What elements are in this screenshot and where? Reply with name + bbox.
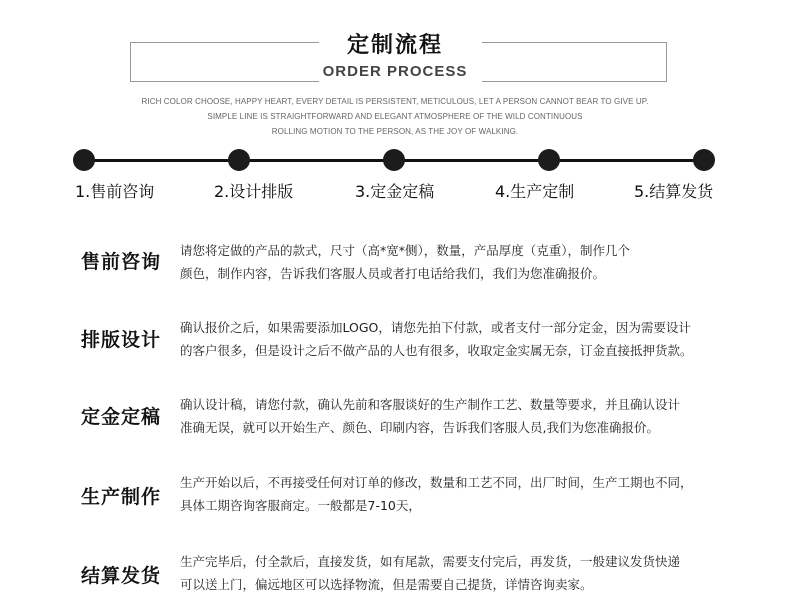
section-text-deposit [180,393,740,439]
section-text-layout [180,316,740,362]
section-title-layout: 排版设计 [81,329,162,351]
timeline-dot-1 [73,149,95,171]
section-line: 请您将定做的产品的款式，尺寸（高*宽*侧），数量，产品厚度（克重），制作几个 [180,243,631,258]
timeline-dot-4 [538,149,560,171]
page-title: 定制流程 [346,33,443,58]
section-line: 确认报价之后，如果需要添加LOGO，请您先拍下付款，或者支付一部分定金，因为需要设计 [180,320,691,335]
section-title-settlement: 结算发货 [81,565,162,587]
section-title-production: 生产制作 [81,486,162,508]
timeline-dot-2 [228,149,250,171]
section-title-presale: 售前咨询 [81,251,162,273]
section-line: 的客户很多，但是设计之后不做产品的人也有很多，收取定金实属无奈，订金直接抵押货款。 [180,343,693,358]
step-label-4: 4.生产定制 [495,182,575,201]
step-label-3: 3.定金定稿 [355,182,435,201]
section-title-deposit: 定金定稿 [81,406,162,428]
tagline-line-3: ROLLING MOTION TO THE PERSON, AS THE JOY OF WALKING. [271,127,519,136]
step-label-5: 5.结算发货 [634,182,714,201]
section-line: 可以送上门，偏远地区可以选择物流，但是需要自己提货，详情咨询卖家。 [180,577,593,592]
step-label-1: 1.售前咨询 [75,182,155,201]
timeline-dot-5 [693,149,715,171]
tagline-line-2: SIMPLE LINE IS STRAIGHTFORWARD AND ELEGANT ATMOSPHERE OF THE WILD CONTINUOUS [207,112,583,121]
page-subtitle-en: ORDER PROCESS [322,63,468,80]
section-line: 具体工期咨询客服商定。一般都是7-10天， [180,498,421,513]
section-text-production [180,471,740,517]
section-line: 生产开始以后，不再接受任何对订单的修改，数量和工艺不同，出厂时间，生产工期也不同， [180,475,693,490]
section-line: 生产完毕后，付全款后，直接发货，如有尾款，需要支付完后，再发货，一般建议发货快递 [180,554,681,569]
timeline-dot-3 [383,149,405,171]
section-line: 颜色，制作内容，告诉我们客服人员或者打电话给我们，我们为您准确报价。 [180,266,606,281]
tagline-line-1: RICH COLOR CHOOSE, HAPPY HEART, EVERY DETAIL IS PERSISTENT, METICULOUS, LET A PERSON CANNOT BEAR TO GIVE UP. [141,97,649,106]
section-line: 准确无误，就可以开始生产、颜色、印刷内容，告诉我们客服人员,我们为您准确报价。 [180,420,659,435]
section-text-presale [180,239,740,285]
section-text-settlement [180,550,740,596]
section-line: 确认设计稿，请您付款，确认先前和客服谈好的生产制作工艺、数量等要求，并且确认设计 [180,397,681,412]
step-label-2: 2.设计排版 [214,182,294,201]
